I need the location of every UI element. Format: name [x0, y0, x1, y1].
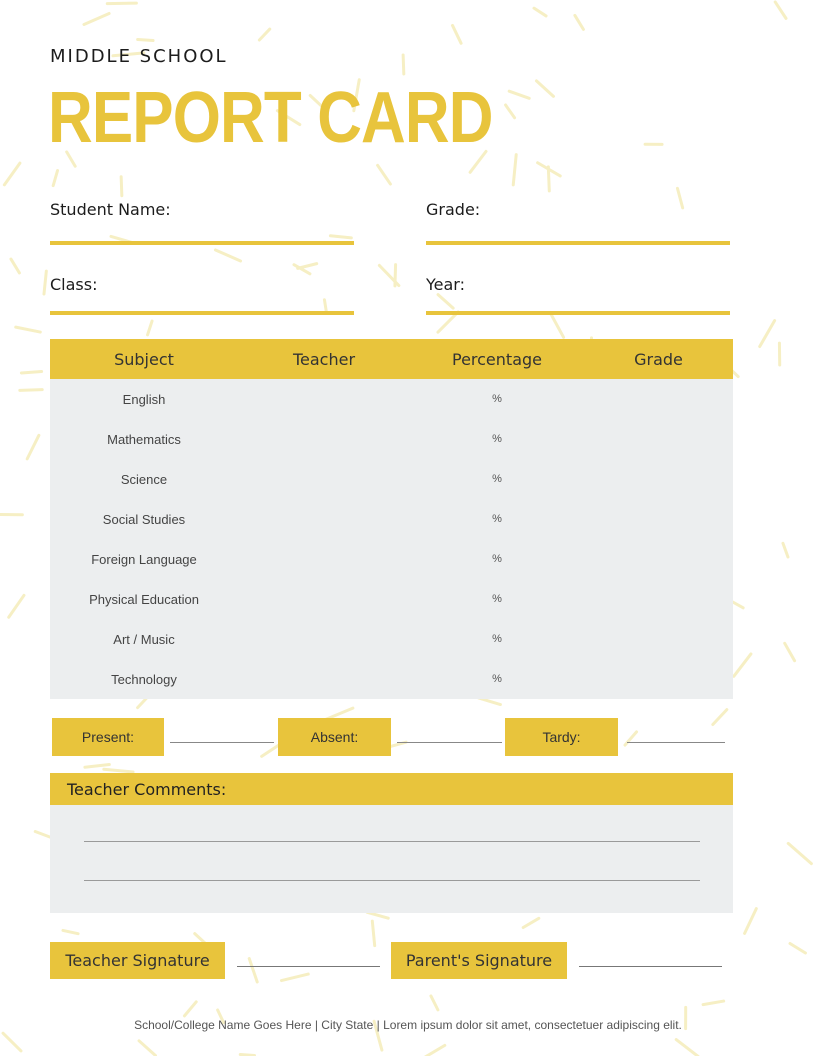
- subject-cell: Physical Education: [89, 591, 199, 607]
- background-dash: [20, 390, 42, 391]
- subject-cell: Mathematics: [107, 431, 181, 447]
- percentage-cell[interactable]: %: [492, 673, 502, 685]
- year-line[interactable]: [426, 311, 730, 315]
- teacher-comments-label: Teacher Comments:: [50, 773, 733, 805]
- background-dash: [625, 732, 637, 745]
- background-dash: [378, 165, 391, 184]
- student-name-line[interactable]: [50, 241, 354, 245]
- background-dash: [676, 1040, 698, 1056]
- background-dash: [184, 1002, 196, 1016]
- background-dash: [16, 327, 41, 332]
- background-dash: [506, 105, 515, 118]
- header-teacher: Teacher: [292, 349, 356, 369]
- table-body: [50, 379, 733, 699]
- background-dash: [575, 15, 584, 29]
- table-row: [50, 379, 733, 419]
- background-dash: [259, 29, 269, 40]
- background-dash: [713, 710, 727, 725]
- table-header: [50, 339, 733, 379]
- tardy-label: Tardy:: [505, 718, 618, 756]
- table-row: [50, 459, 733, 499]
- background-dash: [249, 959, 257, 982]
- footer-text: [0, 1018, 816, 1032]
- document-subtitle: MIDDLE SCHOOL: [50, 46, 228, 67]
- subject-cell: Technology: [111, 671, 177, 687]
- grade-line[interactable]: [426, 241, 730, 245]
- header-percentage: Percentage: [451, 349, 542, 369]
- background-dash: [513, 155, 516, 185]
- table-row: [50, 499, 733, 539]
- teacher-signature-line[interactable]: [237, 966, 380, 967]
- background-dash: [63, 930, 78, 933]
- background-dash: [775, 2, 786, 18]
- year-label: Year:: [426, 275, 465, 294]
- background-dash: [785, 643, 795, 660]
- percentage-cell[interactable]: %: [492, 553, 502, 565]
- footer-line: School/College Name Goes Here | City State | Lorem ipsum dolor sit amet, consectetuer adipiscing elit.: [134, 1018, 682, 1032]
- background-dash: [11, 259, 19, 273]
- class-label: Class:: [50, 275, 98, 294]
- subject-cell: Art / Music: [113, 631, 175, 647]
- header-grade: Grade: [634, 349, 683, 369]
- percentage-cell[interactable]: %: [492, 633, 502, 645]
- header-subject: Subject: [114, 349, 174, 369]
- background-dash: [677, 188, 682, 208]
- background-dash: [84, 13, 109, 24]
- background-dash: [431, 996, 438, 1010]
- background-dash: [27, 435, 39, 459]
- subject-cell: Foreign Language: [91, 551, 197, 567]
- present-line[interactable]: [170, 742, 274, 743]
- background-dash: [534, 8, 546, 16]
- table-row: [50, 619, 733, 659]
- background-dash: [104, 769, 133, 772]
- teacher-signature-label: Teacher Signature: [50, 942, 225, 979]
- percentage-cell[interactable]: %: [492, 473, 502, 485]
- background-dash: [281, 974, 308, 980]
- percentage-cell[interactable]: %: [492, 593, 502, 605]
- background-dash: [9, 595, 24, 617]
- parent-signature-label: Parent's Signature: [391, 942, 567, 979]
- background-dash: [240, 1055, 254, 1056]
- background-dash: [372, 921, 374, 945]
- comment-line[interactable]: [84, 841, 700, 842]
- background-dash: [536, 81, 553, 96]
- background-dash: [4, 163, 20, 185]
- background-dash: [21, 372, 41, 373]
- background-dash: [3, 1033, 21, 1051]
- background-dash: [367, 912, 388, 918]
- background-dash: [788, 843, 811, 863]
- background-dash: [703, 1001, 724, 1005]
- background-dash: [453, 25, 462, 43]
- background-dash: [53, 171, 57, 186]
- background-dash: [148, 321, 153, 335]
- absent-line[interactable]: [397, 742, 502, 743]
- background-dash: [509, 91, 529, 98]
- document-title: REPORT CARD: [48, 78, 493, 158]
- background-dash: [85, 764, 109, 767]
- background-dash: [550, 312, 564, 337]
- grade-label: Grade:: [426, 200, 481, 219]
- background-dash: [215, 250, 240, 261]
- background-dash: [44, 271, 46, 294]
- background-dash: [745, 909, 757, 934]
- background-dash: [138, 39, 153, 40]
- background-dash: [438, 295, 453, 308]
- table-row: [50, 539, 733, 579]
- table-row: [50, 419, 733, 459]
- background-dash: [523, 918, 539, 927]
- student-name-label: Student Name:: [50, 200, 171, 219]
- teacher-comments-box: [50, 773, 733, 913]
- percentage-cell[interactable]: %: [492, 433, 502, 445]
- background-dash: [403, 55, 404, 74]
- comment-line[interactable]: [84, 880, 700, 881]
- class-line[interactable]: [50, 311, 354, 315]
- grades-table: [50, 339, 733, 699]
- subject-cell: Science: [120, 471, 168, 487]
- percentage-cell[interactable]: %: [492, 513, 502, 525]
- subject-cell: Social Studies: [102, 511, 186, 527]
- parent-signature-line[interactable]: [579, 966, 722, 967]
- background-dash: [121, 177, 122, 196]
- table-row: [50, 579, 733, 619]
- background-dash: [790, 943, 805, 952]
- table-row: [50, 659, 733, 699]
- background-dash: [760, 321, 775, 347]
- present-label: Present:: [52, 718, 164, 756]
- subject-cell: English: [122, 391, 166, 407]
- absent-label: Absent:: [278, 718, 391, 756]
- tardy-line[interactable]: [627, 742, 725, 743]
- background-dash: [423, 1045, 445, 1056]
- background-dash: [783, 543, 788, 557]
- background-dash: [734, 654, 751, 676]
- percentage-cell[interactable]: %: [492, 393, 502, 405]
- background-dash: [139, 1041, 155, 1056]
- background-dash: [330, 236, 351, 238]
